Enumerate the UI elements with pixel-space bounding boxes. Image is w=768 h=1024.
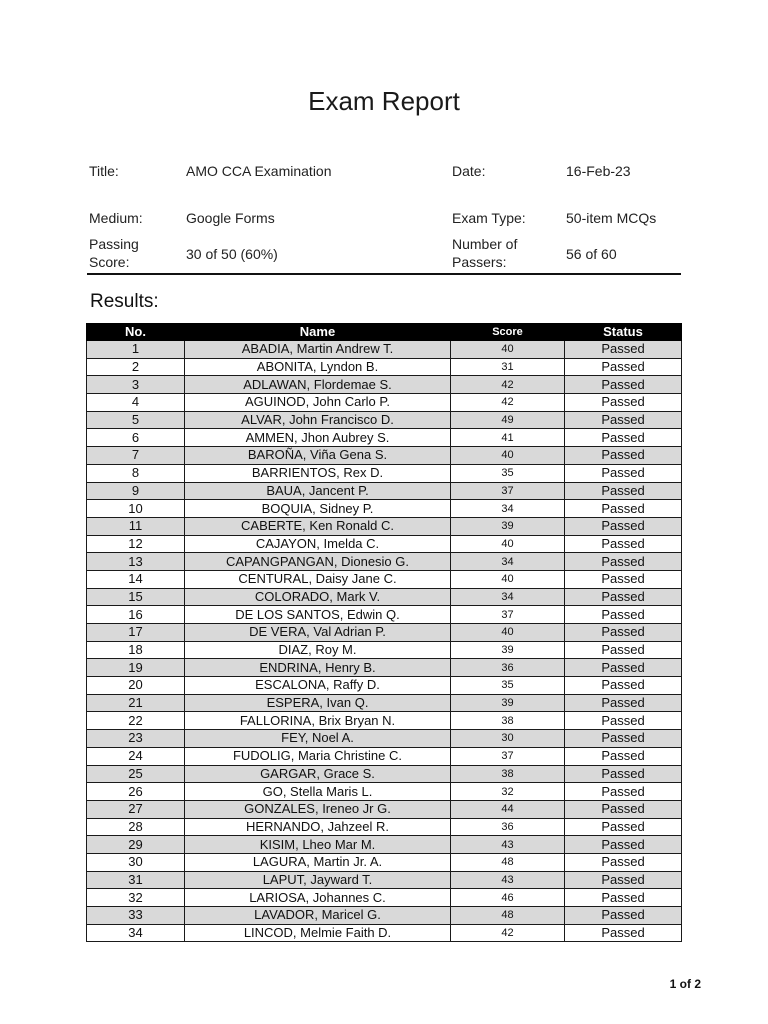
row-number: 6 <box>87 429 185 447</box>
table-row <box>87 358 682 376</box>
status: Passed <box>565 783 682 801</box>
student-name: BOQUIA, Sidney P. <box>185 500 451 518</box>
row-number: 24 <box>87 747 185 765</box>
table-row <box>87 517 682 535</box>
row-number: 5 <box>87 411 185 429</box>
score: 35 <box>451 464 565 482</box>
student-name: AMMEN, Jhon Aubrey S. <box>185 429 451 447</box>
student-name: FUDOLIG, Maria Christine C. <box>185 747 451 765</box>
status: Passed <box>565 464 682 482</box>
table-row <box>87 394 682 412</box>
passing-score-label <box>89 235 139 271</box>
header-status: Status <box>565 324 682 341</box>
status: Passed <box>565 765 682 783</box>
table-row <box>87 553 682 571</box>
table-row <box>87 889 682 907</box>
row-number: 19 <box>87 659 185 677</box>
status: Passed <box>565 411 682 429</box>
score: 39 <box>451 517 565 535</box>
score: 37 <box>451 606 565 624</box>
student-name: DE VERA, Val Adrian P. <box>185 624 451 642</box>
status: Passed <box>565 570 682 588</box>
status: Passed <box>565 500 682 518</box>
student-name: LAVADOR, Maricel G. <box>185 907 451 925</box>
row-number: 4 <box>87 394 185 412</box>
score: 34 <box>451 553 565 571</box>
student-name: BARRIENTOS, Rex D. <box>185 464 451 482</box>
table-row <box>87 871 682 889</box>
status: Passed <box>565 641 682 659</box>
score: 38 <box>451 712 565 730</box>
score: 43 <box>451 871 565 889</box>
table-row <box>87 341 682 359</box>
row-number: 16 <box>87 606 185 624</box>
row-number: 32 <box>87 889 185 907</box>
row-number: 28 <box>87 818 185 836</box>
student-name: GARGAR, Grace S. <box>185 765 451 783</box>
student-name: GO, Stella Maris L. <box>185 783 451 801</box>
student-name: ABONITA, Lyndon B. <box>185 358 451 376</box>
row-number: 2 <box>87 358 185 376</box>
score: 44 <box>451 800 565 818</box>
score: 39 <box>451 641 565 659</box>
table-row <box>87 464 682 482</box>
score: 40 <box>451 624 565 642</box>
status: Passed <box>565 677 682 695</box>
title-value: AMO CCA Examination <box>186 163 332 179</box>
table-row <box>87 429 682 447</box>
table-row <box>87 677 682 695</box>
score: 40 <box>451 570 565 588</box>
score: 48 <box>451 853 565 871</box>
table-row <box>87 836 682 854</box>
table-row <box>87 765 682 783</box>
student-name: CAJAYON, Imelda C. <box>185 535 451 553</box>
title-label: Title: <box>89 163 119 179</box>
status: Passed <box>565 624 682 642</box>
row-number: 23 <box>87 730 185 748</box>
score: 35 <box>451 677 565 695</box>
header-score: Score <box>451 324 565 341</box>
row-number: 10 <box>87 500 185 518</box>
table-row <box>87 907 682 925</box>
score: 40 <box>451 341 565 359</box>
row-number: 7 <box>87 447 185 465</box>
table-row <box>87 818 682 836</box>
student-name: FEY, Noel A. <box>185 730 451 748</box>
score: 43 <box>451 836 565 854</box>
status: Passed <box>565 853 682 871</box>
row-number: 25 <box>87 765 185 783</box>
student-name: ESCALONA, Raffy D. <box>185 677 451 695</box>
row-number: 11 <box>87 517 185 535</box>
exam-info <box>87 150 681 275</box>
status: Passed <box>565 659 682 677</box>
table-row <box>87 783 682 801</box>
student-name: GONZALES, Ireneo Jr G. <box>185 800 451 818</box>
status: Passed <box>565 924 682 942</box>
table-row <box>87 641 682 659</box>
table-row <box>87 482 682 500</box>
row-number: 18 <box>87 641 185 659</box>
score: 42 <box>451 376 565 394</box>
score: 42 <box>451 924 565 942</box>
medium-label: Medium: <box>89 210 143 226</box>
score: 36 <box>451 659 565 677</box>
date-value: 16-Feb-23 <box>566 163 631 179</box>
row-number: 22 <box>87 712 185 730</box>
status: Passed <box>565 836 682 854</box>
student-name: BAROÑA, Viña Gena S. <box>185 447 451 465</box>
results-header-row <box>87 324 682 341</box>
results-heading: Results: <box>90 291 159 312</box>
passing-score-value: 30 of 50 (60%) <box>186 246 278 262</box>
status: Passed <box>565 394 682 412</box>
student-name: ADLAWAN, Flordemae S. <box>185 376 451 394</box>
status: Passed <box>565 376 682 394</box>
student-name: COLORADO, Mark V. <box>185 588 451 606</box>
score: 32 <box>451 783 565 801</box>
score: 34 <box>451 588 565 606</box>
status: Passed <box>565 606 682 624</box>
table-row <box>87 800 682 818</box>
table-row <box>87 447 682 465</box>
header-name: Name <box>185 324 451 341</box>
status: Passed <box>565 694 682 712</box>
table-row <box>87 588 682 606</box>
row-number: 12 <box>87 535 185 553</box>
status: Passed <box>565 907 682 925</box>
student-name: LAPUT, Jayward T. <box>185 871 451 889</box>
status: Passed <box>565 429 682 447</box>
table-row <box>87 712 682 730</box>
date-label: Date: <box>452 163 486 179</box>
status: Passed <box>565 535 682 553</box>
score: 31 <box>451 358 565 376</box>
student-name: ABADIA, Martin Andrew T. <box>185 341 451 359</box>
student-name: DE LOS SANTOS, Edwin Q. <box>185 606 451 624</box>
student-name: LARIOSA, Johannes C. <box>185 889 451 907</box>
table-row <box>87 924 682 942</box>
status: Passed <box>565 730 682 748</box>
status: Passed <box>565 341 682 359</box>
table-row <box>87 730 682 748</box>
status: Passed <box>565 588 682 606</box>
table-row <box>87 747 682 765</box>
status: Passed <box>565 553 682 571</box>
score: 39 <box>451 694 565 712</box>
score: 42 <box>451 394 565 412</box>
row-number: 3 <box>87 376 185 394</box>
passers-value: 56 of 60 <box>566 246 617 262</box>
page-title: Exam Report <box>308 86 460 116</box>
status: Passed <box>565 447 682 465</box>
status: Passed <box>565 889 682 907</box>
row-number: 14 <box>87 570 185 588</box>
page-number: 1 of 2 <box>669 977 701 991</box>
student-name: KISIM, Lheo Mar M. <box>185 836 451 854</box>
score: 37 <box>451 747 565 765</box>
row-number: 20 <box>87 677 185 695</box>
student-name: CABERTE, Ken Ronald C. <box>185 517 451 535</box>
student-name: ALVAR, John Francisco D. <box>185 411 451 429</box>
score: 40 <box>451 535 565 553</box>
student-name: FALLORINA, Brix Bryan N. <box>185 712 451 730</box>
row-number: 21 <box>87 694 185 712</box>
passing-score-label-line2: Score: <box>89 254 130 270</box>
status: Passed <box>565 358 682 376</box>
passers-label <box>452 235 517 271</box>
table-row <box>87 853 682 871</box>
exam-type-value: 50-item MCQs <box>566 210 657 226</box>
row-number: 15 <box>87 588 185 606</box>
table-row <box>87 606 682 624</box>
row-number: 34 <box>87 924 185 942</box>
student-name: ESPERA, Ivan Q. <box>185 694 451 712</box>
status: Passed <box>565 517 682 535</box>
row-number: 13 <box>87 553 185 571</box>
score: 30 <box>451 730 565 748</box>
table-row <box>87 411 682 429</box>
student-name: HERNANDO, Jahzeel R. <box>185 818 451 836</box>
student-name: AGUINOD, John Carlo P. <box>185 394 451 412</box>
row-number: 17 <box>87 624 185 642</box>
passing-score-label-line1: Passing <box>89 236 139 252</box>
score: 38 <box>451 765 565 783</box>
status: Passed <box>565 871 682 889</box>
score: 46 <box>451 889 565 907</box>
row-number: 30 <box>87 853 185 871</box>
student-name: ENDRINA, Henry B. <box>185 659 451 677</box>
header-no: No. <box>87 324 185 341</box>
row-number: 33 <box>87 907 185 925</box>
row-number: 9 <box>87 482 185 500</box>
score: 37 <box>451 482 565 500</box>
row-number: 29 <box>87 836 185 854</box>
table-row <box>87 659 682 677</box>
results-table <box>86 323 682 942</box>
row-number: 26 <box>87 783 185 801</box>
row-number: 1 <box>87 341 185 359</box>
row-number: 31 <box>87 871 185 889</box>
score: 36 <box>451 818 565 836</box>
student-name: DIAZ, Roy M. <box>185 641 451 659</box>
status: Passed <box>565 747 682 765</box>
row-number: 27 <box>87 800 185 818</box>
table-row <box>87 500 682 518</box>
status: Passed <box>565 818 682 836</box>
table-row <box>87 694 682 712</box>
student-name: CAPANGPANGAN, Dionesio G. <box>185 553 451 571</box>
score: 40 <box>451 447 565 465</box>
student-name: CENTURAL, Daisy Jane C. <box>185 570 451 588</box>
status: Passed <box>565 800 682 818</box>
score: 41 <box>451 429 565 447</box>
table-row <box>87 376 682 394</box>
table-row <box>87 624 682 642</box>
score: 48 <box>451 907 565 925</box>
row-number: 8 <box>87 464 185 482</box>
table-row <box>87 570 682 588</box>
student-name: LAGURA, Martin Jr. A. <box>185 853 451 871</box>
passers-label-line2: Passers: <box>452 254 507 270</box>
table-row <box>87 535 682 553</box>
passers-label-line1: Number of <box>452 236 518 252</box>
results-body <box>87 341 682 942</box>
exam-type-label: Exam Type: <box>452 210 526 226</box>
score: 34 <box>451 500 565 518</box>
status: Passed <box>565 712 682 730</box>
medium-value: Google Forms <box>186 210 275 226</box>
score: 49 <box>451 411 565 429</box>
student-name: BAUA, Jancent P. <box>185 482 451 500</box>
student-name: LINCOD, Melmie Faith D. <box>185 924 451 942</box>
status: Passed <box>565 482 682 500</box>
